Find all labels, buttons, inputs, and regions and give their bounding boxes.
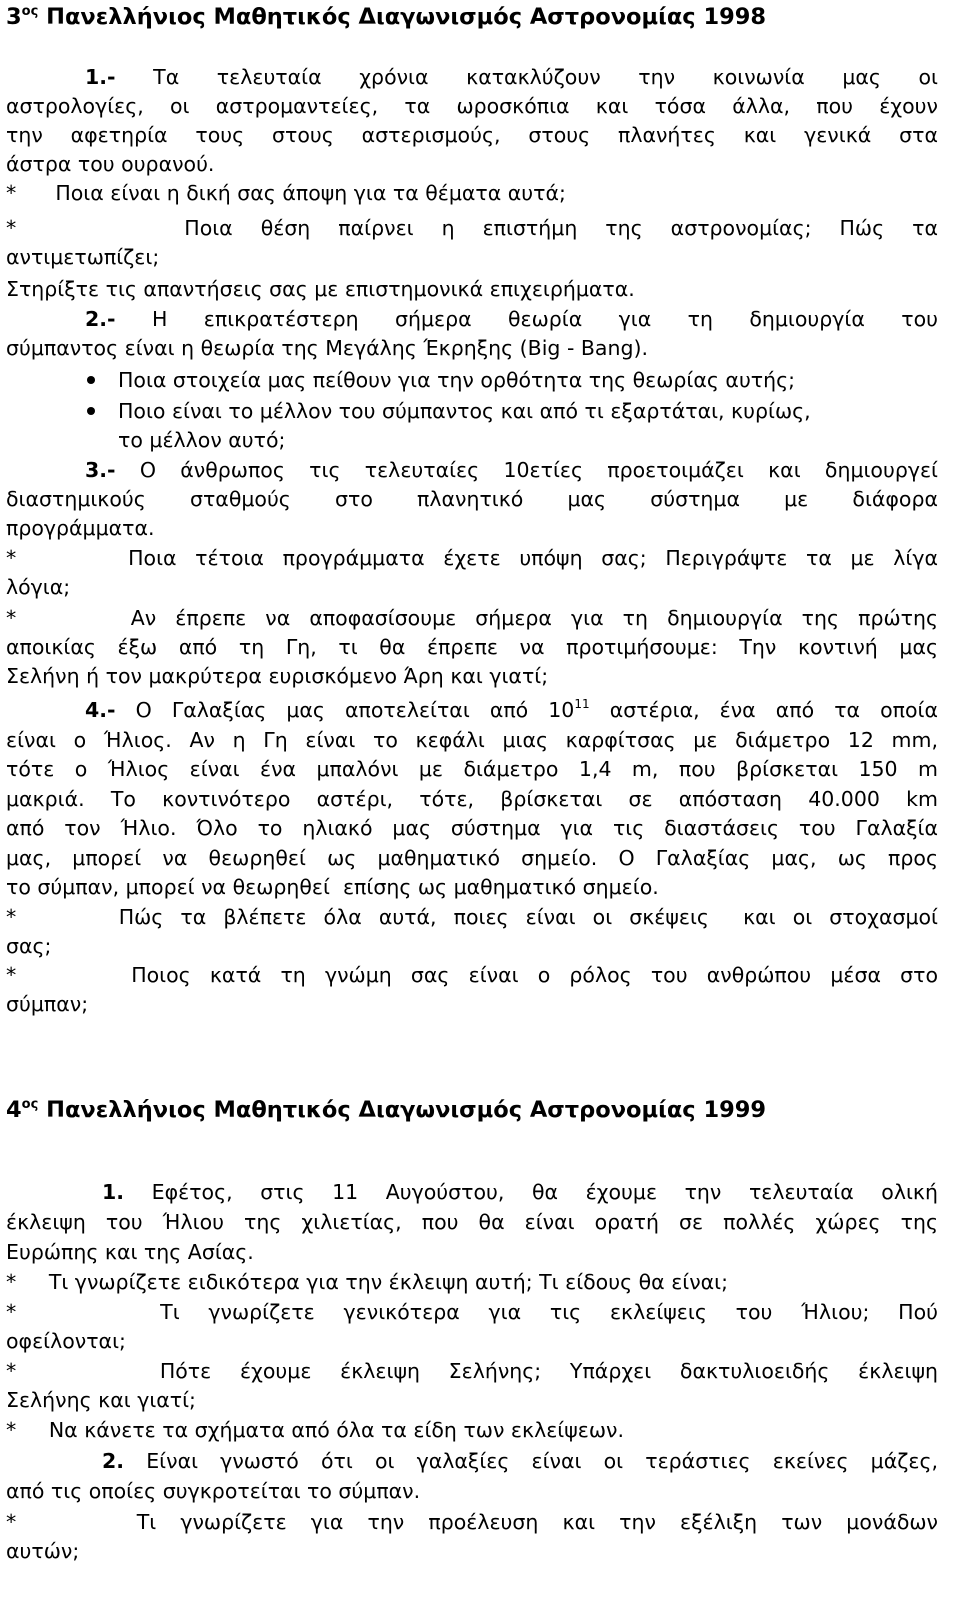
s2-line-1: 2. Είναι γνωστό ότι οι γαλαξίες είναι οι τεράστιες εκείνες μάζες,: [102, 1449, 938, 1473]
q2-bullet-2-line-2: το μέλλον αυτό;: [118, 428, 286, 452]
q2-line-2: σύμπαντος είναι η θεωρία της Μεγάλης Έκρηξης (Big - Bang).: [6, 336, 649, 360]
q3-question-b-line-2: αποικίας έξω από τη Γη, τι θα έπρεπε να προτιμήσουμε: Την κοντινή μας: [6, 635, 938, 659]
q4-line-7: το σύμπαν, μπορεί να θεωρηθεί επίσης ως μαθηματικό σημείο.: [6, 875, 659, 899]
q2-bullet-2-line-1: Ποιο είναι το μέλλον του σύμπαντος και από τι εξαρτάται, κυρίως,: [118, 399, 811, 423]
q4-line-1: 4.- Ο Γαλαξίας μας αποτελείται από $10^{11}$ αστέρια, ένα από τα οποία: [85, 697, 938, 722]
bullet-icon: [87, 407, 95, 415]
q1-line-1: 1.- Τα τελευταία χρόνια κατακλύζουν την κοινωνία μας οι: [85, 65, 938, 89]
q3-question-b-line-3: Σελήνη ή τον μακρύτερα ευρισκόμενο Άρη και γιατί;: [6, 664, 549, 688]
q3-question-b-line-1: * Αν έπρεπε να αποφασίσουμε σήμερα για τη δημιουργία της πρώτης: [6, 606, 938, 630]
q1-line-4: άστρα του ουρανού.: [6, 152, 215, 176]
q4-line-5: από τον Ήλιο. Όλο το ηλιακό μας σύστημα για τις διαστάσεις του Γαλαξία: [6, 816, 938, 840]
q4-question-b-line-1: * Ποιος κατά τη γνώμη σας είναι ο ρόλος του ανθρώπου μέσα στο: [6, 963, 938, 987]
q3-line-3: προγράμματα.: [6, 516, 155, 540]
q1-question-b-line-2: αντιμετωπίζει;: [6, 245, 160, 269]
s1-question-d: * Να κάνετε τα σχήματα από όλα τα είδη των εκλείψεων.: [6, 1418, 624, 1442]
q2-bullet-1: Ποια στοιχεία μας πείθουν για την ορθότητα της θεωρίας αυτής;: [118, 368, 796, 392]
s1-line-3: Ευρώπης και της Ασίας.: [6, 1240, 254, 1264]
s1-line-2: έκλειψη του Ήλιου της χιλιετίας, που θα είναι ορατή σε πολλές χώρες της: [6, 1210, 938, 1234]
s2-question-a-line-2: αυτών;: [6, 1539, 80, 1563]
s2-line-2: από τις οποίες συγκροτείται το σύμπαν.: [6, 1479, 421, 1503]
q3-question-a-line-2: λόγια;: [6, 575, 71, 599]
q1-line-2: αστρολογίες, οι αστρομαντείες, τα ωροσκόπια και τόσα άλλα, που έχουν: [6, 94, 938, 118]
q4-line-6: μας, μπορεί να θεωρηθεί ως μαθηματικό σημείο. Ο Γαλαξίας μας, ως προς: [6, 846, 938, 870]
q4-line-4: μακριά. Το κοντινότερο αστέρι, τότε, βρίσκεται σε απόσταση 40.000 km: [6, 787, 938, 811]
heading-1999: $4^{o\varsigma}$ Πανελλήνιος Μαθητικός Διαγωνισμός Αστρονομίας 1999: [6, 1097, 767, 1123]
q4-question-a-line-1: * Πώς τα βλέπετε όλα αυτά, ποιες είναι οι σκέψεις και οι στοχασμοί: [6, 905, 938, 929]
s1-question-b-line-2: οφείλονται;: [6, 1329, 126, 1353]
q1-question-b-line-1: * Ποια θέση παίρνει η επιστήμη της αστρονομίας; Πώς τα: [6, 216, 938, 240]
q1-instruction: Στηρίξτε τις απαντήσεις σας με επιστημονικά επιχειρήματα.: [6, 277, 635, 301]
s1-question-b-line-1: * Τι γνωρίζετε γενικότερα για τις εκλείψεις του Ήλιου; Πού: [6, 1300, 938, 1324]
s1-question-c-line-1: * Πότε έχουμε έκλειψη Σελήνης; Υπάρχει δακτυλιοειδής έκλειψη: [6, 1359, 938, 1383]
q1-line-3: την αφετηρία τους στους αστερισμούς, στους πλανήτες και γενικά στα: [6, 123, 938, 147]
s1-line-1: 1. Εφέτος, στις 11 Αυγούστου, θα έχουμε την τελευταία ολική: [102, 1180, 938, 1204]
q3-line-2: διαστημικούς σταθμούς στο πλανητικό μας σύστημα με διάφορα: [6, 487, 938, 511]
q4-line-2: είναι ο Ήλιος. Αν η Γη είναι το κεφάλι μιας καρφίτσας με διάμετρο 12 mm,: [6, 728, 938, 752]
s2-question-a-line-1: * Τι γνωρίζετε για την προέλευση και την εξέλιξη των μονάδων: [6, 1510, 938, 1534]
bullet-icon: [87, 376, 95, 384]
q4-line-3: τότε ο Ήλιος είναι ένα μπαλόνι με διάμετρο 1,4 m, που βρίσκεται 150 m: [6, 757, 938, 781]
q2-line-1: 2.- Η επικρατέστερη σήμερα θεωρία για τη δημιουργία του: [85, 307, 938, 331]
heading-1998: $3^{o\varsigma}$ Πανελλήνιος Μαθητικός Διαγωνισμός Αστρονομίας 1998: [6, 4, 767, 30]
q4-question-b-line-2: σύμπαν;: [6, 992, 89, 1016]
q4-question-a-line-2: σας;: [6, 934, 52, 958]
s1-question-a: * Τι γνωρίζετε ειδικότερα για την έκλειψη αυτή; Τι είδους θα είναι;: [6, 1270, 729, 1294]
q3-line-1: 3.- Ο άνθρωπος τις τελευταίες 10ετίες προετοιμάζει και δημιουργεί: [85, 458, 938, 482]
q1-question-a: * Ποια είναι η δική σας άποψη για τα θέματα αυτά;: [6, 181, 566, 205]
s1-question-c-line-2: Σελήνης και γιατί;: [6, 1388, 196, 1412]
q3-question-a-line-1: * Ποια τέτοια προγράμματα έχετε υπόψη σας; Περιγράψτε τα με λίγα: [6, 546, 938, 570]
